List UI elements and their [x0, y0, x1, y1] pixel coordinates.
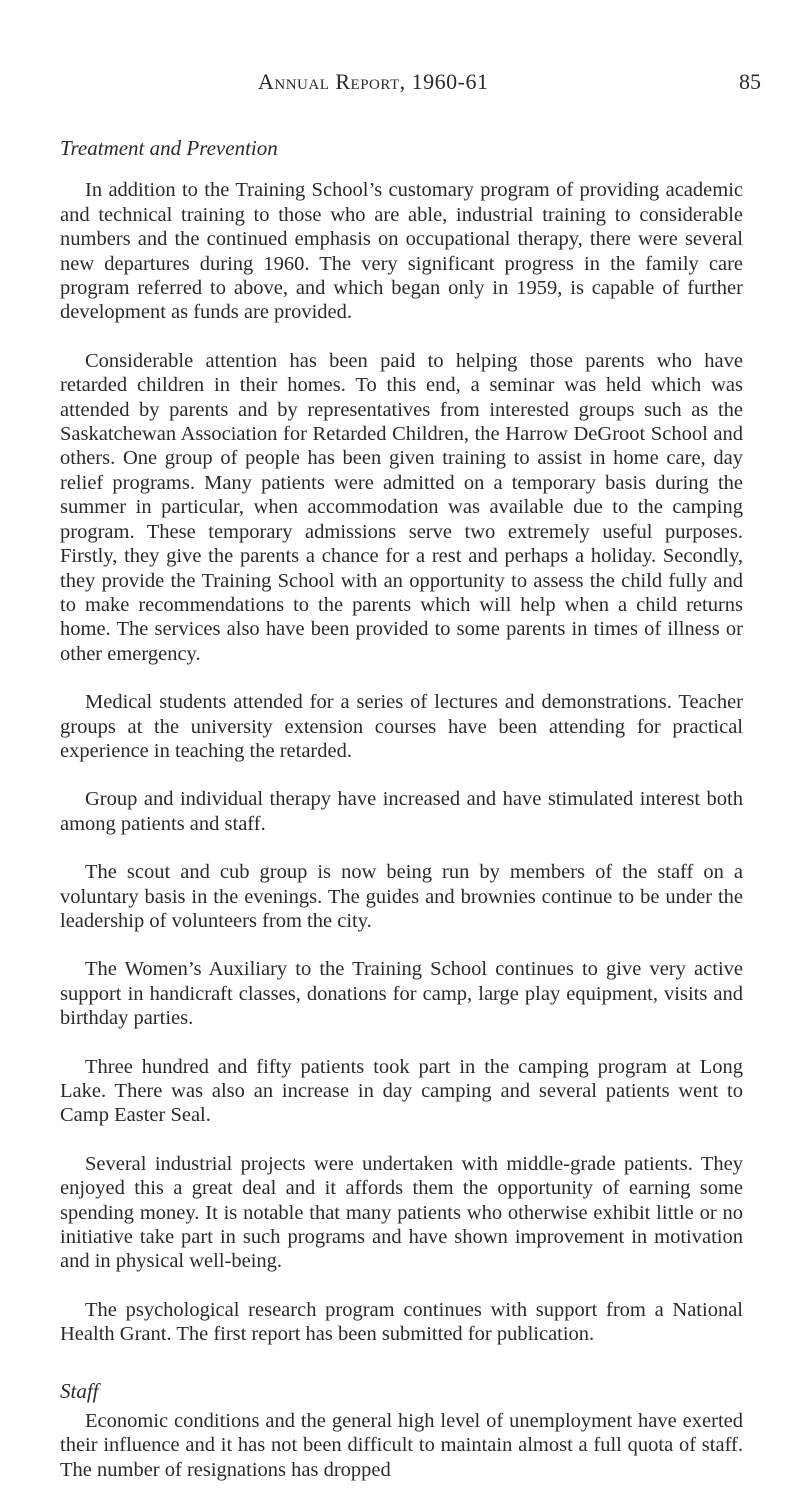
section-heading-staff: Staff	[60, 1378, 99, 1403]
paragraph: The scout and cub group is now being run by members of the staff on a voluntary basis in the evenings. The guides and brownies continue to be under the leadership of volunteers from the city.	[60, 861, 743, 932]
body-text	[60, 136, 743, 1506]
paragraph: Several industrial projects were undertaken with middle-grade patients. They enjoyed this a great deal and it affords them the opportunity of earning some spending money. It is notable that many patients who otherwise exhibit little or no initiative take part in such programs and have shown improvement in motivation and in physical well-being.	[60, 1152, 743, 1273]
paragraph: Medical students attended for a series of lectures and demonstrations. Teacher groups at the university extension courses have been attending for practical experience in teaching the retarded.	[60, 691, 743, 762]
paragraph: In addition to the Training School’s customary program of providing academic and technical training to those who are able, industrial training to considerable numbers and the continued emphasis on occupational therapy, there were several new departures during 1960. The very significant progress in the family care program referred to above, and which began only in 1959, is capable of further development as funds are provided.	[60, 179, 743, 324]
section-heading-treatment: Treatment and Prevention	[60, 136, 278, 160]
paragraph: Considerable attention has been paid to helping those parents who have retarded children in their homes. To this end, a seminar was held which was attended by parents and by representatives from interested groups such as the Saskatchewan Association for Retarded Children, the Harrow DeGroot School and others. One group of people has been given training to assist in home care, day relief programs. Many patients were admitted on a temporary basis during the summer in particular, when accommodation was available due to the camping program. These temporary admissions serve two extremely useful purposes. Firstly, they give the parents a chance for a rest and perhaps a holiday. Secondly, they provide the Training School with an opportunity to assess the child fully and to make recommendations to the parents which will help when a child returns home. The services also have been provided to some parents in times of illness or other emergency.	[60, 349, 743, 665]
paragraph: Economic conditions and the general high level of unemployment have exerted their influence and it has not been difficult to maintain almost a full quota of staff. The number of resignations has dropped	[60, 1410, 743, 1481]
running-title: Annual Report, 1960-61	[258, 69, 489, 94]
paragraph: Group and individual therapy have increased and have stimulated interest both among patients and staff.	[60, 788, 743, 835]
paragraph: The psychological research program continues with support from a National Health Grant. The first report has been submitted for publication.	[60, 1298, 743, 1346]
paragraph: The Women’s Auxiliary to the Training School continues to give very active support in handicraft classes, donations for camp, large play equipment, visits and birthday parties.	[60, 958, 743, 1030]
paragraph: Three hundred and fifty patients took part in the camping program at Long Lake. There was also an increase in day camping and several patients went to Camp Easter Seal.	[60, 1055, 743, 1127]
running-header	[0, 69, 800, 99]
page-number: 85	[739, 69, 761, 94]
